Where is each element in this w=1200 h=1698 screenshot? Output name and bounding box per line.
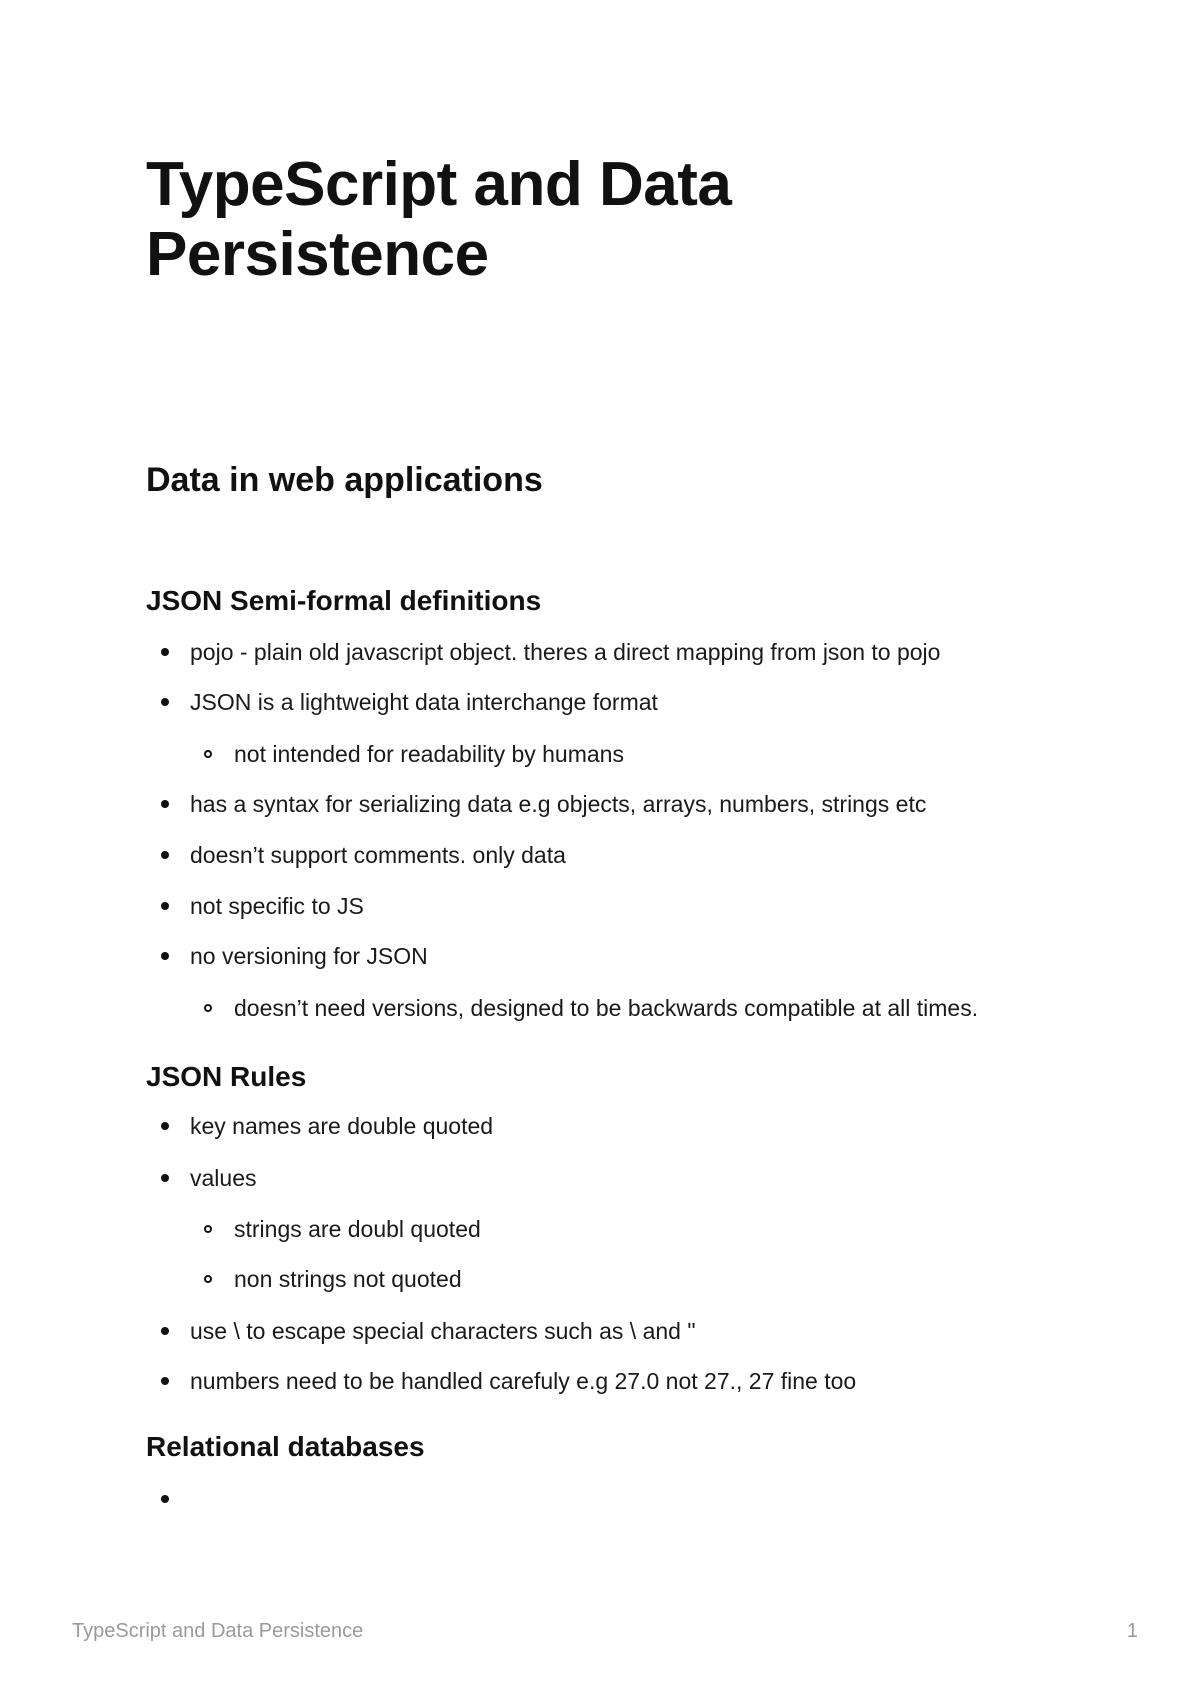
list-item-nested <box>234 993 978 1023</box>
list-item-text: JSON is a lightweight data interchange format <box>190 689 658 715</box>
list-item <box>190 941 428 971</box>
list-item <box>190 1316 696 1346</box>
bullet-icon <box>161 1495 169 1503</box>
bullet-icon <box>161 1327 169 1335</box>
list-item-nested <box>234 1214 481 1244</box>
hollow-bullet-icon <box>204 750 212 758</box>
bullet-icon <box>161 1174 169 1182</box>
list-item <box>190 1163 256 1193</box>
list-item-text: not specific to JS <box>190 893 364 919</box>
list-item <box>190 891 364 921</box>
subsection-heading-relational-databases: Relational databases <box>146 1431 425 1462</box>
list-item <box>190 840 566 870</box>
list-item <box>190 687 658 717</box>
list-item-nested <box>234 739 624 769</box>
list-item-text: doesn’t support comments. only data <box>190 842 566 868</box>
hollow-bullet-icon <box>204 1004 212 1012</box>
list-item-text: key names are double quoted <box>190 1113 494 1139</box>
list-item-text: pojo - plain old javascript object. theres a direct mapping from json to pojo <box>190 639 941 665</box>
subsection-heading-json-rules: JSON Rules <box>146 1061 307 1092</box>
list-item-text: has a syntax for serializing data e.g objects, arrays, numbers, strings etc <box>190 791 927 817</box>
list-item-text: numbers need to be handled carefuly e.g 27.0 not 27., 27 fine too <box>190 1368 857 1394</box>
hollow-bullet-icon <box>204 1225 212 1233</box>
page-number: 1 <box>1126 1620 1138 1642</box>
bullet-icon <box>161 698 169 706</box>
hollow-bullet-icon <box>204 1275 212 1283</box>
list-item <box>190 789 926 819</box>
list-item <box>190 637 940 667</box>
list-item-text: values <box>190 1165 257 1191</box>
list-item-text: non strings not quoted <box>234 1266 462 1292</box>
list-item-text: use \ to escape special characters such as \ and " <box>190 1318 696 1344</box>
bullet-icon <box>161 902 169 910</box>
bullet-icon <box>161 952 169 960</box>
list-item <box>190 1366 856 1396</box>
bullet-icon <box>161 800 169 808</box>
section-heading: Data in web applications <box>146 461 543 499</box>
bullet-icon <box>161 851 169 859</box>
footer-title: TypeScript and Data Persistence <box>72 1620 364 1642</box>
document-title: TypeScript and Data Persistence <box>146 150 732 289</box>
list-item <box>190 1111 493 1141</box>
list-item-text: doesn’t need versions, designed to be backwards compatible at all times. <box>234 995 979 1021</box>
bullet-icon <box>161 648 169 656</box>
list-item-text: not intended for readability by humans <box>234 741 624 767</box>
bullet-icon <box>161 1122 169 1130</box>
subsection-heading-json-definitions: JSON Semi-formal definitions <box>146 585 542 616</box>
list-item-nested <box>234 1264 462 1294</box>
list-item-text: strings are doubl quoted <box>234 1216 481 1242</box>
list-item-text: no versioning for JSON <box>190 943 428 969</box>
bullet-icon <box>161 1377 169 1385</box>
